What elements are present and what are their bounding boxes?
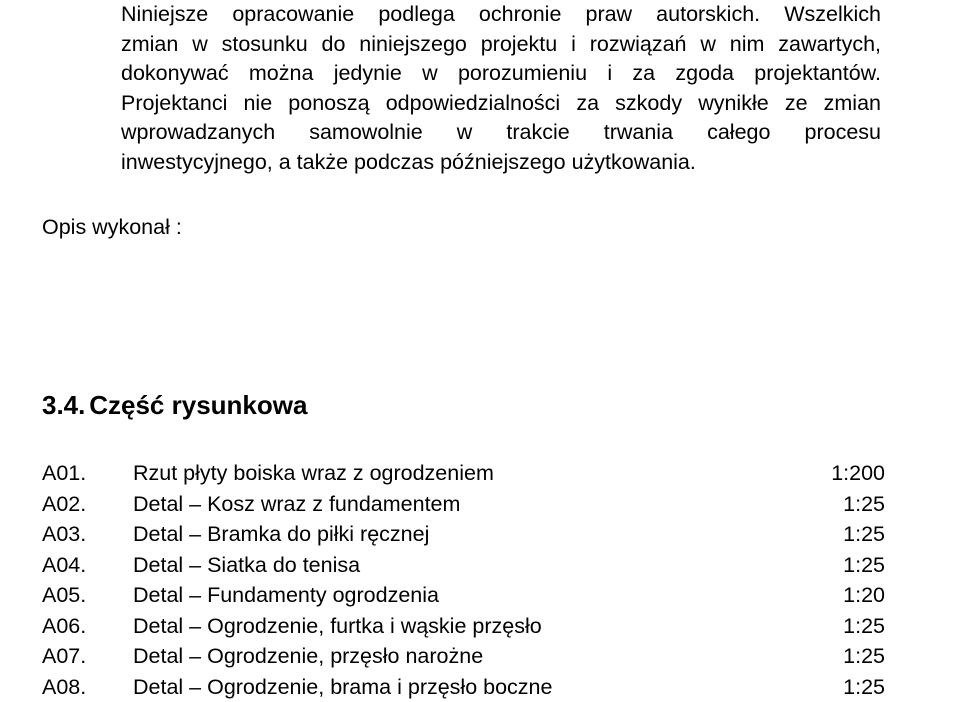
notice-line: wprowadzanych samowolnie w trakcie trwania całego procesu	[121, 120, 881, 144]
drawing-scale: 1:25	[843, 613, 885, 638]
drawing-code: A06.	[42, 613, 87, 638]
drawing-row	[42, 519, 885, 550]
drawing-row	[42, 489, 885, 520]
drawings-list	[42, 458, 885, 702]
drawing-row	[42, 550, 885, 581]
drawing-description: Detal – Siatka do tenisa	[133, 552, 361, 577]
section-number: 3.4.	[42, 390, 86, 420]
drawing-description: Detal – Kosz wraz z fundamentem	[133, 491, 461, 516]
author-label: Opis wykonał :	[42, 215, 182, 239]
drawing-description: Rzut płyty boiska wraz z ogrodzeniem	[133, 461, 494, 485]
section-title: Część rysunkowa	[89, 390, 308, 420]
drawing-row	[42, 672, 885, 702]
drawing-code: A04.	[42, 552, 87, 577]
drawing-scale: 1:20	[843, 583, 885, 607]
drawing-scale: 1:25	[843, 674, 885, 699]
drawing-description: Detal – Ogrodzenie, brama i przęsło boczne	[133, 674, 553, 699]
drawing-row	[42, 580, 885, 611]
drawing-row	[42, 641, 885, 672]
notice-line: inwestycyjnego, a także podczas późniejszego użytkowania.	[121, 149, 696, 174]
drawing-description: Detal – Ogrodzenie, furtka i wąskie przęsło	[133, 613, 542, 638]
copyright-notice	[121, 0, 881, 177]
drawing-code: A02.	[42, 491, 87, 516]
drawing-scale: 1:25	[843, 644, 885, 668]
drawing-code: A07.	[42, 644, 87, 668]
drawing-code: A03.	[42, 522, 87, 546]
notice-line: Projektanci nie ponoszą odpowiedzialności za szkody wynikłe ze zmian	[121, 90, 881, 115]
drawing-scale: 1:200	[831, 461, 885, 485]
notice-line: zmian w stosunku do niniejszego projektu i rozwiązań w nim zawartych,	[121, 31, 881, 56]
drawing-row	[42, 458, 885, 489]
drawing-scale: 1:25	[843, 522, 885, 546]
drawing-description: Detal – Fundamenty ogrodzenia	[133, 583, 439, 607]
notice-line: Niniejsze opracowanie podlega ochronie praw autorskich. Wszelkich	[121, 2, 881, 26]
drawing-code: A08.	[42, 674, 87, 699]
drawing-code: A05.	[42, 583, 87, 607]
drawing-description: Detal – Ogrodzenie, przęsło narożne	[133, 644, 484, 668]
drawing-description: Detal – Bramka do piłki ręcznej	[133, 522, 430, 546]
notice-line: dokonywać można jedynie w porozumieniu i za zgoda projektantów.	[121, 61, 881, 85]
drawing-row	[42, 611, 885, 642]
drawing-scale: 1:25	[843, 552, 885, 577]
section-heading	[42, 389, 307, 421]
drawing-code: A01.	[42, 461, 87, 485]
drawing-scale: 1:25	[843, 491, 885, 516]
